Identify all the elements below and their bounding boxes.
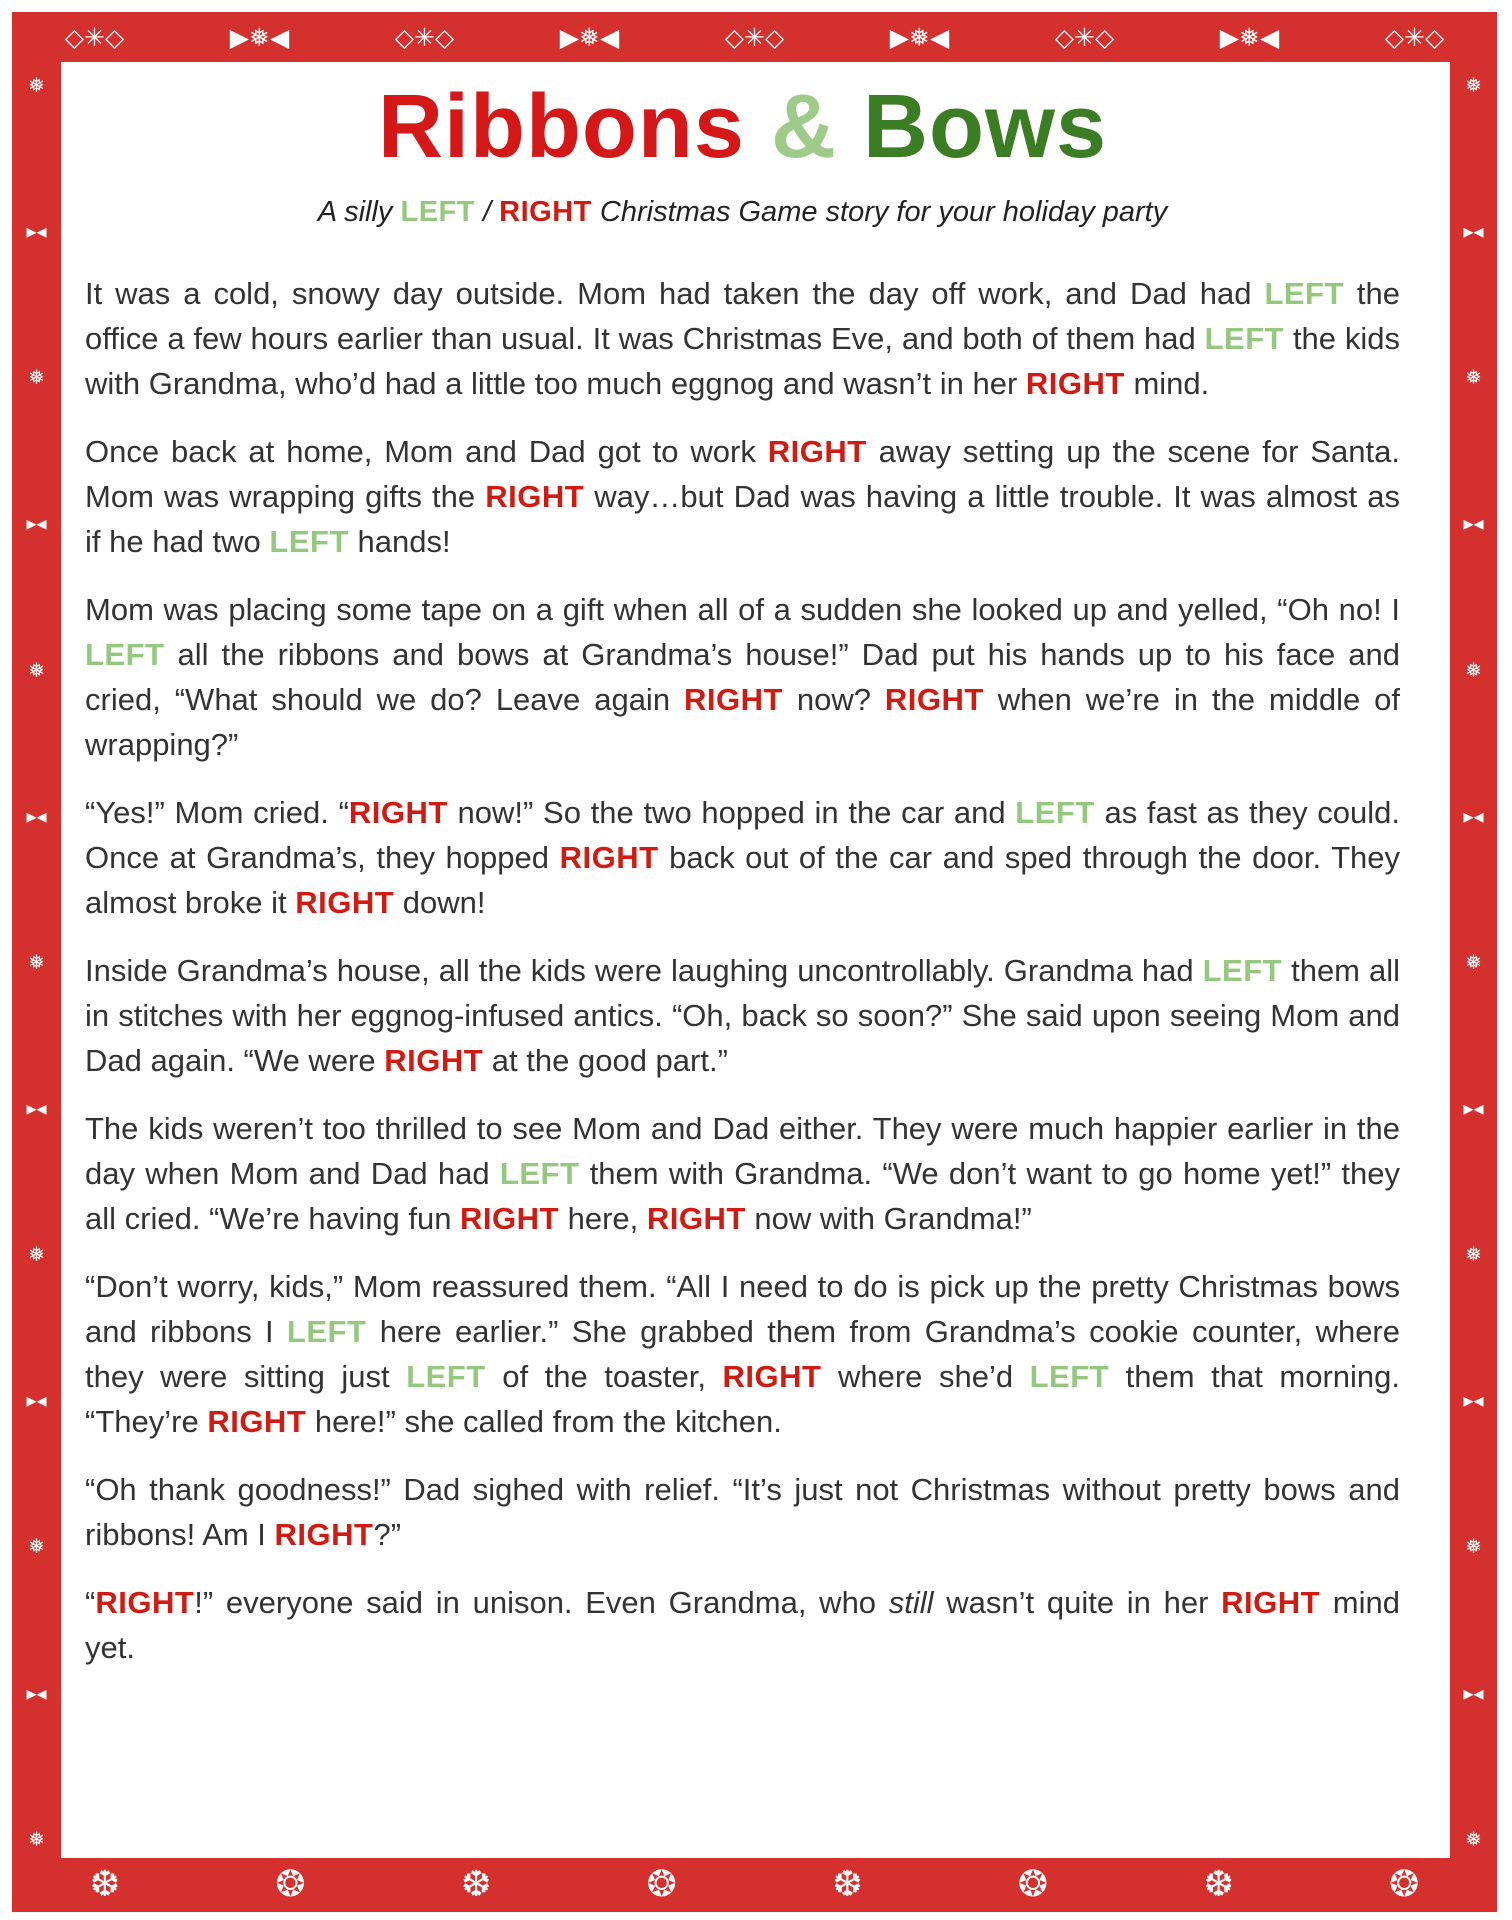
snowflake-icon: ❆ — [89, 1864, 120, 1905]
arrow-snowflake-motif-icon: ▶❅◀ — [889, 22, 950, 52]
bowtie-arrow-motif-icon: ▸◂ — [26, 511, 47, 536]
text-run: here earlier.” She grabbed them from Grandma’s cookie counter, where they were sitting just — [85, 1313, 1400, 1394]
snowflake-icon: ❅ — [1465, 73, 1482, 98]
text-run: “Oh thank goodness!” Dad sighed with relief. “It’s just not Christmas without pretty bows and ribbons! Am I — [85, 1471, 1400, 1552]
text-run: now!” So the two hopped in the car and — [447, 794, 1016, 830]
diamond-star-motif-icon: ◇✳◇ — [64, 22, 125, 52]
snowflake-icon: ❅ — [28, 365, 45, 390]
snowflake-icon: ❅ — [28, 1534, 45, 1559]
snowflake-icon: ❅ — [28, 1242, 45, 1267]
story-paragraph — [85, 948, 1400, 1083]
right-highlight: RIGHT — [722, 1358, 822, 1394]
right-highlight: RIGHT — [1221, 1584, 1321, 1620]
bowtie-arrow-motif-icon: ▸◂ — [1463, 219, 1484, 244]
text-run: all the ribbons and bows at Grandma’s house!” Dad put his hands up to his face and cried, “What should we do? Leave again — [85, 636, 1400, 717]
left-highlight: LEFT — [1204, 320, 1285, 356]
left-highlight: LEFT — [1264, 275, 1344, 311]
story-paragraph — [85, 1264, 1400, 1444]
text-run: way…but Dad was having a little trouble. It was almost as if he had two — [85, 478, 1400, 559]
pentagon-star-motif-icon: ❂ — [1389, 1864, 1420, 1905]
snowflake-icon: ❆ — [1203, 1864, 1234, 1905]
pentagon-star-motif-icon: ❂ — [1017, 1864, 1049, 1905]
text-run: down! — [394, 884, 486, 920]
bowtie-arrow-motif-icon: ▸◂ — [26, 1096, 47, 1121]
story-paragraph — [85, 1106, 1400, 1241]
snowflake-icon: ❅ — [28, 1826, 45, 1851]
text-run: at the good part.” — [483, 1042, 728, 1078]
left-highlight: LEFT — [1029, 1358, 1110, 1394]
arrow-snowflake-motif-icon: ▶❅◀ — [559, 22, 620, 52]
story-paragraph — [85, 587, 1400, 767]
snowflake-icon: ❅ — [1465, 1534, 1482, 1559]
left-highlight: LEFT — [269, 523, 349, 559]
text-run: here, — [558, 1200, 647, 1236]
text-run: ?” — [373, 1516, 402, 1552]
bowtie-arrow-motif-icon: ▸◂ — [1463, 511, 1484, 536]
text-run: away setting up the scene for Santa. Mom was wrapping gifts the — [85, 433, 1401, 514]
text-run: them that morning. “They’re — [85, 1358, 1400, 1439]
text-run: Christmas Game story for your holiday party — [591, 195, 1168, 228]
diamond-star-motif-icon: ◇✳◇ — [724, 22, 785, 52]
text-run: mind. — [1124, 365, 1210, 401]
text-run: when we’re in the middle of wrapping?” — [85, 681, 1400, 762]
diamond-star-motif-icon: ◇✳◇ — [394, 22, 455, 52]
pentagon-star-motif-icon: ❂ — [275, 1864, 306, 1905]
text-run: back out of the car and sped through the door. They almost broke it — [85, 839, 1401, 920]
right-highlight: RIGHT — [295, 884, 395, 920]
snowflake-icon: ❅ — [28, 949, 45, 974]
snowflake-icon: ❅ — [1465, 365, 1482, 390]
text-run: as fast as they could. Once at Grandma’s, they hopped — [85, 794, 1400, 875]
right-highlight: RIGHT — [384, 1042, 484, 1078]
bowtie-arrow-motif-icon: ▸◂ — [1463, 1388, 1484, 1413]
border-top — [12, 12, 1497, 62]
bowtie-arrow-motif-icon: ▸◂ — [26, 1680, 47, 1705]
title-word-bows-space — [837, 77, 863, 177]
text-run: “ — [85, 1584, 96, 1620]
story-paragraph — [85, 271, 1400, 406]
pentagon-star-motif-icon: ❂ — [646, 1864, 677, 1905]
right-highlight: RIGHT — [684, 681, 783, 717]
bowtie-arrow-motif-icon: ▸◂ — [1463, 1680, 1484, 1705]
text-run: !” everyone said in unison. Even Grandma, who — [194, 1584, 889, 1620]
snowflake-icon: ❅ — [28, 73, 45, 98]
diamond-star-motif-icon: ◇✳◇ — [1384, 22, 1445, 52]
text-run: “Yes!” Mom cried. “ — [85, 794, 349, 830]
text-run: hands! — [348, 523, 451, 559]
border-left — [12, 12, 61, 1912]
text-run: the office a few hours earlier than usual. It was Christmas Eve, and both of them had — [85, 275, 1400, 356]
text-run: Once back at home, Mom and Dad got to work — [85, 433, 768, 469]
text-run: where she’d — [821, 1358, 1030, 1394]
text-run: wasn’t quite in her — [933, 1584, 1222, 1620]
text-run: “Don’t worry, kids,” Mom reassured them. “All I need to do is pick up the pretty Christmas bows and ribbons I — [85, 1268, 1400, 1349]
subtitle — [85, 196, 1400, 229]
text-run: Mom was placing some tape on a gift when all of a sudden she looked up and yelled, “Oh no! I — [85, 591, 1400, 627]
title-word-ribbons: Ribbons — [377, 77, 745, 177]
text-run: A silly — [317, 195, 401, 228]
right-highlight: RIGHT — [485, 478, 585, 514]
text-run: still — [888, 1584, 934, 1620]
bowtie-arrow-motif-icon: ▸◂ — [26, 1388, 47, 1413]
story-paragraph — [85, 790, 1400, 925]
right-highlight: RIGHT — [348, 794, 448, 830]
snowflake-icon: ❅ — [1465, 1242, 1482, 1267]
text-run: here!” she called from the kitchen. — [306, 1403, 782, 1439]
text-run: them with Grandma. “We don’t want to go home yet!” they all cried. “We’re having fun — [85, 1155, 1401, 1236]
story-paragraph — [85, 1467, 1400, 1557]
text-run: them all in stitches with her eggnog-infused antics. “Oh, back so soon?” She said upon seeing Mom and Dad again. “We were — [85, 952, 1400, 1078]
bowtie-arrow-motif-icon: ▸◂ — [1463, 1096, 1484, 1121]
title-ampersand — [745, 77, 771, 177]
bowtie-arrow-motif-icon: ▸◂ — [1463, 803, 1484, 828]
text-run: now with Grandma!” — [745, 1200, 1032, 1236]
right-highlight: RIGHT — [95, 1584, 195, 1620]
arrow-snowflake-motif-icon: ▶❅◀ — [229, 22, 290, 52]
text-run: now? — [782, 681, 885, 717]
snowflake-icon: ❅ — [1465, 949, 1482, 974]
left-highlight: LEFT — [499, 1155, 580, 1191]
border-right — [1450, 12, 1497, 1912]
snowflake-icon: ❅ — [1465, 657, 1482, 682]
right-highlight: RIGHT — [646, 1200, 746, 1236]
right-highlight: RIGHT — [274, 1516, 374, 1552]
left-highlight: LEFT — [1202, 952, 1283, 988]
page-content — [85, 76, 1400, 1693]
right-highlight: RIGHT — [460, 1200, 559, 1236]
story-paragraph — [85, 429, 1400, 564]
story-text — [85, 271, 1400, 1670]
text-run: It was a cold, snowy day outside. Mom had taken the day off work, and Dad had — [85, 275, 1265, 311]
snowflake-icon: ❅ — [28, 657, 45, 682]
arrow-snowflake-motif-icon: ▶❅◀ — [1219, 22, 1280, 52]
right-highlight: RIGHT — [767, 433, 867, 469]
bowtie-arrow-motif-icon: ▸◂ — [26, 219, 47, 244]
left-highlight: LEFT — [1015, 794, 1095, 830]
snowflake-icon: ❆ — [832, 1864, 863, 1905]
left-highlight: LEFT — [406, 1358, 486, 1394]
snowflake-icon: ❅ — [1465, 1826, 1482, 1851]
bowtie-arrow-motif-icon: ▸◂ — [26, 803, 47, 828]
title-ampersand-glyph: & — [770, 77, 837, 177]
border-bottom — [12, 1858, 1497, 1912]
left-highlight: LEFT — [286, 1313, 367, 1349]
page-title — [85, 76, 1400, 180]
title-word-bows: Bows — [862, 77, 1108, 177]
text-run: of the toaster, — [485, 1358, 723, 1394]
left-highlight: LEFT — [85, 636, 165, 672]
story-paragraph — [85, 1580, 1400, 1670]
right-highlight: RIGHT — [1025, 365, 1125, 401]
right-highlight: RIGHT — [499, 195, 592, 228]
right-highlight: RIGHT — [207, 1403, 307, 1439]
text-run: mind yet. — [85, 1584, 1400, 1665]
right-highlight: RIGHT — [884, 681, 984, 717]
right-highlight: RIGHT — [559, 839, 659, 875]
left-highlight: LEFT — [400, 195, 475, 228]
diamond-star-motif-icon: ◇✳◇ — [1054, 22, 1115, 52]
snowflake-icon: ❆ — [460, 1864, 492, 1905]
text-run: The kids weren’t too thrilled to see Mom and Dad either. They were much happier earlier in the day when Mom and Dad had — [85, 1110, 1400, 1191]
text-run: the kids with Grandma, who’d had a little too much eggnog and wasn’t in her — [85, 320, 1401, 401]
text-run: / — [474, 195, 500, 228]
text-run: Inside Grandma’s house, all the kids were laughing uncontrollably. Grandma had — [85, 952, 1203, 988]
